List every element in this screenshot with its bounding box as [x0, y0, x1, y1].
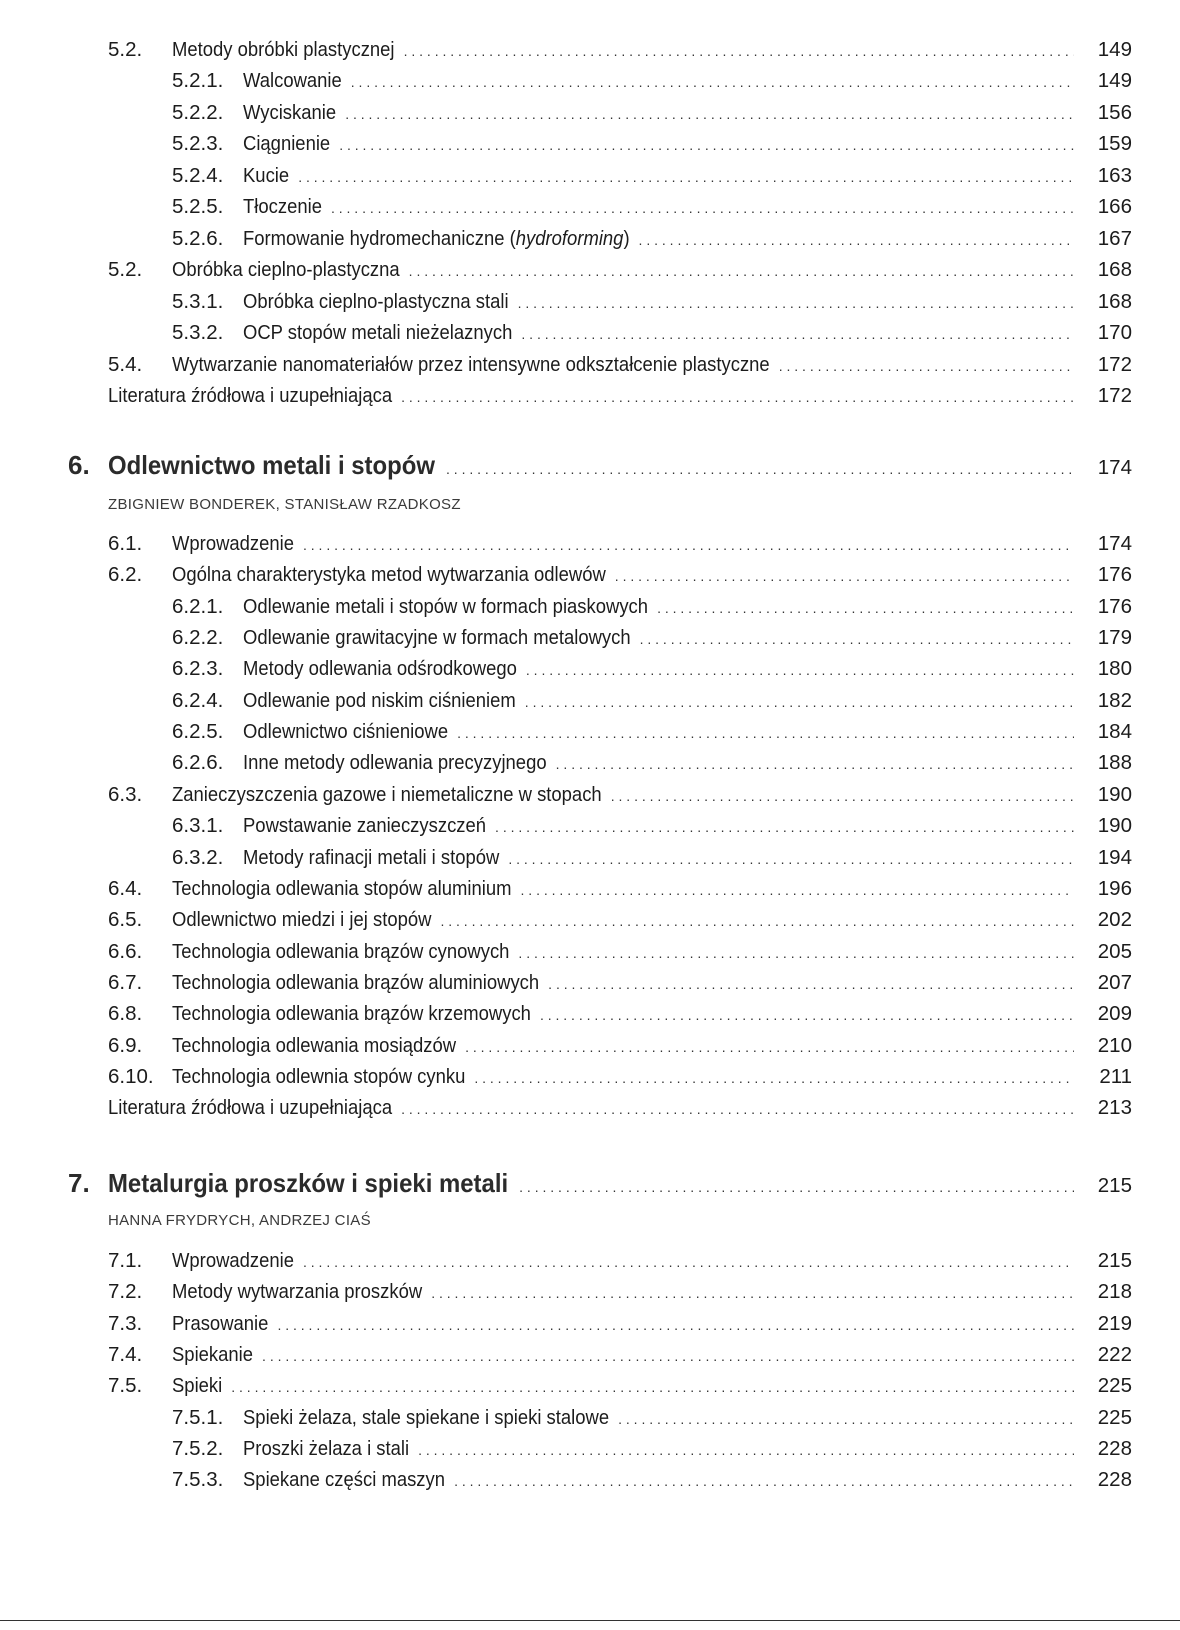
chapter-number: 6. [68, 450, 90, 480]
toc-entry-number: 6.5. [108, 908, 143, 932]
toc-entry-number: 6.7. [108, 970, 143, 994]
dot-leader [657, 592, 1074, 623]
toc-entry-page: 163 [1097, 164, 1132, 187]
toc-entry-number: 6.4. [108, 876, 143, 900]
toc-entry-number: 7.4. [108, 1342, 143, 1366]
toc-entry-page: 215 [1097, 1249, 1132, 1272]
toc-entry-page: 167 [1097, 227, 1132, 250]
toc-entry-page: 205 [1097, 939, 1132, 963]
toc-entry [0, 1031, 1180, 1061]
toc-entry-page: 222 [1097, 1342, 1132, 1366]
toc-entry-title: Literatura źródłowa i uzupełniająca [108, 1096, 393, 1120]
toc-entry-number: 6.9. [108, 1033, 143, 1057]
dot-leader [525, 686, 1074, 717]
dot-leader [474, 1062, 1074, 1093]
toc-entry-number: 5.2.5. [172, 195, 224, 218]
dot-leader [639, 224, 1074, 255]
chapter-page: 174 [1097, 456, 1132, 479]
toc-entry-title: Technologia odlewania brązów krzemowych [172, 1002, 531, 1026]
chapter-page: 215 [1097, 1174, 1132, 1197]
dot-leader [231, 1371, 1074, 1402]
toc-entry-number: 5.2.3. [172, 132, 224, 155]
toc-entry-page: 225 [1097, 1374, 1132, 1398]
dot-leader [303, 529, 1074, 560]
toc-entry-page: 176 [1097, 563, 1132, 587]
toc-entry-title: Metody wytwarzania proszków [172, 1280, 423, 1304]
chapter-heading-7 [0, 1163, 1180, 1203]
toc-entry-number: 6.3. [108, 782, 143, 806]
toc-entry-title: Wprowadzenie [172, 1249, 295, 1272]
toc-entry-number: 7.3. [108, 1311, 143, 1335]
toc-entry-title: Technologia odlewania stopów aluminium [172, 876, 512, 900]
toc-entry-title: Technologia odlewania brązów cynowych [172, 939, 510, 963]
toc-entry-page: 210 [1097, 1033, 1132, 1057]
toc-entry-title: Metody obróbki plastycznej [172, 38, 395, 61]
toc-entry-number: 7.2. [108, 1280, 143, 1304]
chapter-title: Odlewnictwo metali i stopów [108, 450, 435, 480]
dot-leader [277, 1309, 1074, 1340]
toc-entry [0, 318, 1180, 348]
toc-entry-title: Odlewanie grawitacyjne w formach metalowych [243, 626, 631, 650]
toc-entry-title: Powstawanie zanieczyszczeń [243, 814, 487, 838]
toc-entry-number: 6.2. [108, 563, 143, 587]
dot-leader [556, 748, 1074, 779]
toc-entry-page: 213 [1097, 1096, 1132, 1120]
toc-entry-title: Kucie [243, 164, 290, 187]
toc-entry-page: 190 [1097, 782, 1132, 806]
toc-entry-title: Spiekane części maszyn [243, 1468, 446, 1492]
toc-entry-number: 5.2.1. [172, 69, 224, 92]
chapter-title: Metalurgia proszków i spieki metali [108, 1168, 509, 1198]
toc-entry [0, 654, 1180, 684]
toc-entry-page: 194 [1097, 845, 1132, 869]
toc-entry-title: Odlewanie pod niskim ciśnieniem [243, 688, 516, 712]
toc-entry-title: Obróbka cieplno-plastyczna stali [243, 290, 509, 313]
toc-entry-page: 156 [1097, 101, 1132, 124]
toc-entry-page: 176 [1097, 594, 1132, 618]
toc-entry-page: 190 [1097, 814, 1132, 838]
toc-entry-title: Spiekanie [172, 1342, 254, 1366]
toc-entry-bibliography [0, 1093, 1180, 1123]
dot-leader [521, 318, 1074, 349]
dot-leader [331, 192, 1074, 223]
dot-leader [440, 905, 1074, 936]
dot-leader [508, 843, 1074, 874]
toc-entry-number: 7.5.3. [172, 1468, 224, 1492]
toc-entry [0, 1465, 1180, 1495]
toc-entry-number: 6.2.1. [172, 594, 224, 618]
toc-entry [0, 748, 1180, 778]
chapter-authors: ZBIGNIEW BONDEREK, STANISŁAW RZADKOSZ [108, 496, 461, 513]
dot-leader [526, 654, 1074, 685]
toc-entry-title: Wytwarzanie nanomateriałów przez intensywne odkształcenie plastyczne [172, 353, 770, 376]
toc-entry-title: Tłoczenie [243, 195, 322, 218]
toc-entry-number: 6.2.4. [172, 688, 224, 712]
toc-entry [0, 35, 1180, 65]
toc-entry-title: Walcowanie [243, 69, 342, 92]
toc-entry [0, 98, 1180, 128]
toc-entry-title: Odlewanie metali i stopów w formach piaskowych [243, 594, 649, 618]
dot-leader [519, 1167, 1074, 1208]
toc-entry-page: 149 [1097, 38, 1132, 61]
toc-entry-number: 5.2.6. [172, 227, 224, 250]
chapter-number: 7. [68, 1168, 90, 1198]
toc-entry-page: 174 [1097, 532, 1132, 555]
toc-entry-title: Inne metody odlewania precyzyjnego [243, 751, 547, 775]
toc-entry-number: 5.2. [108, 258, 143, 281]
dot-leader [495, 811, 1074, 842]
dot-leader [521, 874, 1074, 905]
toc-entry-title-italic: hydroforming [515, 227, 624, 250]
toc-entry-page: 188 [1097, 751, 1132, 775]
toc-entry-number: 6.10. [108, 1064, 154, 1088]
toc-entry [0, 1371, 1180, 1401]
toc-entry-number: 5.2. [108, 38, 143, 61]
dot-leader [618, 1403, 1074, 1434]
dot-leader [404, 35, 1074, 66]
toc-entry-title: Literatura źródłowa i uzupełniająca [108, 384, 393, 407]
toc-entry-page: 180 [1097, 657, 1132, 681]
toc-entry [0, 129, 1180, 159]
toc-entry-number: 7.5. [108, 1374, 143, 1398]
toc-entry-page: 179 [1097, 626, 1132, 650]
dot-leader [345, 98, 1074, 129]
dot-leader [262, 1340, 1074, 1371]
toc-entry-page: 170 [1097, 321, 1132, 344]
dot-leader [548, 968, 1074, 999]
toc-entry [0, 999, 1180, 1029]
toc-entry-number: 6.3.2. [172, 845, 224, 869]
toc-entry-page: 182 [1097, 688, 1132, 712]
toc-entry [0, 1246, 1180, 1276]
toc-entry-number: 7.1. [108, 1249, 143, 1272]
toc-entry-page: 211 [1099, 1064, 1132, 1088]
toc-entry [0, 192, 1180, 222]
toc-entry [0, 592, 1180, 622]
toc-entry-page: 196 [1097, 876, 1132, 900]
toc-entry-title: Metody odlewania odśrodkowego [243, 657, 517, 681]
toc-entry [0, 1434, 1180, 1464]
toc-entry-page: 184 [1097, 720, 1132, 744]
toc-entry-title: Odlewnictwo miedzi i jej stopów [172, 908, 432, 932]
dot-leader [640, 623, 1074, 654]
dot-leader [418, 1434, 1074, 1465]
dot-leader [339, 129, 1074, 160]
toc-entry-page: 225 [1097, 1405, 1132, 1429]
toc-entry-title: OCP stopów metali nieżelaznych [243, 321, 513, 344]
toc-entry-page: 149 [1097, 69, 1132, 92]
toc-entry-title: Ogólna charakterystyka metod wytwarzania odlewów [172, 563, 606, 587]
toc-entry-page: 172 [1097, 353, 1132, 376]
toc-entry-number: 6.1. [108, 532, 143, 555]
toc-entry-title: Prasowanie [172, 1311, 269, 1335]
toc-entry [0, 968, 1180, 998]
toc-entry [0, 560, 1180, 590]
toc-entry-number: 5.2.2. [172, 101, 224, 124]
toc-entry-page: 172 [1097, 384, 1132, 407]
toc-entry-page: 228 [1097, 1436, 1132, 1460]
dot-leader [540, 999, 1074, 1030]
toc-entry-page: 168 [1097, 290, 1132, 313]
toc-entry-title: Technologia odlewania mosiądzów [172, 1033, 457, 1057]
toc-entry [0, 161, 1180, 191]
toc-entry-number: 6.6. [108, 939, 143, 963]
footer-rule [0, 1620, 1180, 1621]
toc-entry [0, 350, 1180, 380]
toc-entry-page: 219 [1097, 1311, 1132, 1335]
toc-entry [0, 905, 1180, 935]
toc-entry [0, 623, 1180, 653]
dot-leader [351, 66, 1074, 97]
toc-entry [0, 843, 1180, 873]
dot-leader [454, 1465, 1074, 1496]
dot-leader [401, 1093, 1074, 1124]
toc-entry-number: 7.5.2. [172, 1436, 224, 1460]
toc-entry [0, 1309, 1180, 1339]
toc-entry-title: Wprowadzenie [172, 532, 295, 555]
toc-entry-page: 228 [1097, 1468, 1132, 1492]
dot-leader [303, 1246, 1074, 1277]
toc-entry-title: Metody rafinacji metali i stopów [243, 845, 500, 869]
toc-entry [0, 686, 1180, 716]
toc-entry-number: 6.2.2. [172, 626, 224, 650]
toc-entry-title: Odlewnictwo ciśnieniowe [243, 720, 449, 744]
dot-leader [409, 255, 1074, 286]
toc-entry-bibliography [0, 381, 1180, 411]
toc-entry [0, 255, 1180, 285]
dot-leader [431, 1277, 1074, 1308]
toc-entry [0, 874, 1180, 904]
toc-entry-title: Formowanie hydromechaniczne (hydroforming) [243, 227, 630, 250]
toc-entry [0, 66, 1180, 96]
dot-leader [518, 937, 1074, 968]
toc-entry-title: Technologia odlewania brązów aluminiowych [172, 970, 540, 994]
toc-entry [0, 1403, 1180, 1433]
dot-leader [611, 780, 1074, 811]
toc-entry-number: 5.3.1. [172, 290, 224, 313]
toc-entry-title: Zanieczyszczenia gazowe i niemetaliczne w stopach [172, 782, 602, 806]
toc-entry-number: 6.2.3. [172, 657, 224, 681]
toc-entry-number: 6.8. [108, 1002, 143, 1026]
dot-leader [615, 560, 1074, 591]
toc-entry [0, 937, 1180, 967]
toc-entry-number: 5.3.2. [172, 321, 224, 344]
dot-leader [518, 287, 1074, 318]
toc-entry-page: 202 [1097, 908, 1132, 932]
dot-leader [457, 717, 1074, 748]
toc-entry-title: Ciągnienie [243, 132, 331, 155]
toc-entry [0, 1340, 1180, 1370]
dot-leader [298, 161, 1074, 192]
toc-entry-number: 6.2.5. [172, 720, 224, 744]
dot-leader [401, 381, 1074, 412]
chapter-heading-6 [0, 445, 1180, 485]
toc-entry-title: Technologia odlewnia stopów cynku [172, 1064, 466, 1088]
toc-entry-number: 6.3.1. [172, 814, 224, 838]
toc-entry-title: Proszki żelaza i stali [243, 1436, 410, 1460]
dot-leader [779, 350, 1074, 381]
toc-entry-page: 168 [1097, 258, 1132, 281]
dot-leader [446, 449, 1074, 490]
toc-entry-title: Wyciskanie [243, 101, 337, 124]
toc-entry-page: 207 [1097, 970, 1132, 994]
toc-entry-number: 6.2.6. [172, 751, 224, 775]
toc-entry-title: Obróbka cieplno-plastyczna [172, 258, 400, 281]
toc-entry-title: Spieki [172, 1374, 223, 1398]
toc-entry [0, 224, 1180, 254]
toc-entry-number: 7.5.1. [172, 1405, 224, 1429]
toc-entry [0, 529, 1180, 559]
toc-entry [0, 287, 1180, 317]
toc-entry-page: 218 [1097, 1280, 1132, 1304]
chapter-authors: HANNA FRYDRYCH, ANDRZEJ CIAŚ [108, 1212, 371, 1229]
toc-entry [0, 811, 1180, 841]
toc-entry-title: Spieki żelaza, stale spiekane i spieki stalowe [243, 1405, 610, 1429]
toc-entry [0, 780, 1180, 810]
toc-entry-number: 5.2.4. [172, 164, 224, 187]
toc-entry-page: 209 [1097, 1002, 1132, 1026]
toc-entry [0, 1277, 1180, 1307]
toc-entry [0, 1062, 1180, 1092]
toc-entry [0, 717, 1180, 747]
toc-entry-page: 159 [1097, 132, 1132, 155]
dot-leader [465, 1031, 1074, 1062]
toc-entry-number: 5.4. [108, 353, 143, 376]
toc-entry-page: 166 [1097, 195, 1132, 218]
